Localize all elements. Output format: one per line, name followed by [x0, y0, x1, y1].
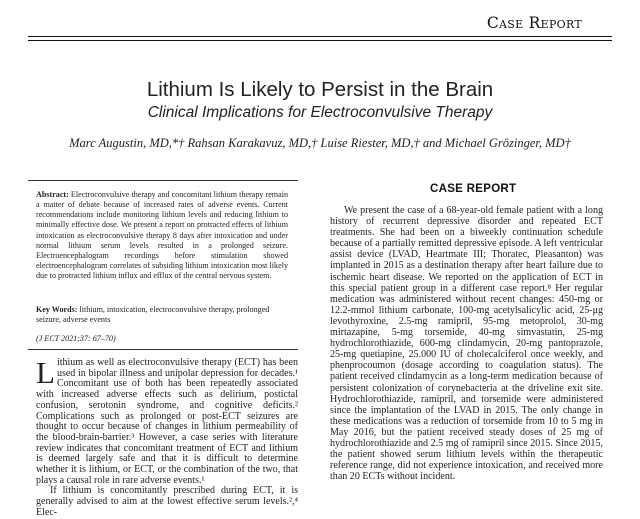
case-report-paragraph: We present the case of a 68-year-old female patient with a long history of recurrent depressive disorder and repeated ECT treatments. She had been on a biweekly continuation schedule because of a partially remitted depressive episode. A left ventricular assist device (LVAD, Heartmate III; Thoratec, Pleasanton) was implanted in 2015 as a destination therapy after heart failure due to ischemic heart disease. We reported on the application of ECT in this special patient group in a different case report.⁸ Her regular medication was administered without recent changes: 450-mg or 12.2-mmol lithium carbonate, 100-mg acetylsalicylic acid, 25-μg levothyroxine, 2.5-mg ramipril, 95-mg metoprolol, 30-mg mirtazapine, 5-mg torsemide, 40-mg simvastatin, 25-mg hydrochlorothiazide, 600-mg clindamycin, 20-mg pantoprazole, 25-mg quetiapine, 25.000 IU of cholecalciferol once weekly, and phenprocoumon (dosage according to coagulation status). The patient received clindamycin as a long-term medication because of persistent colonization of corynebacteria at the driveline exit site. Hydrochlorothiazide, ramipril, and torsemide were administered since the implantation of the LVAD in 2015. The only change in these medications was a reduction of torsemide from 10 to 5 mg in May 2016, but the patient received steady doses of 25 mg of hydrochlorothiazide and 2.5 mg of ramipril since 2015. Since 2015, the patient showed serum lithium levels within the therapeutic reference range, did not experience intoxication, and received more than 20 ECTs without incident. [330, 205, 603, 483]
citation: (J ECT 2021;37: 67–70) [36, 334, 116, 343]
abstract-label: Abstract: [36, 190, 69, 199]
abstract [36, 190, 288, 281]
header-rule-top [28, 36, 612, 37]
section-header: Case Report [486, 14, 582, 32]
author-list: Marc Augustin, MD,*† Rahsan Karakavuz, MD,† Luise Riester, MD,† and Michael Grözinger, MD† [69, 136, 571, 150]
abstract-body: Electroconvulsive therapy and concomitant lithium therapy remain a matter of debate because of increased rates of adverse events. Current recommendations include monitoring lithium levels and reducing lithium to minimally effective dose. We present a report on protracted effects of lithium intoxication as electroconvulsive therapy 8 days after intoxication and under normal lithium serum levels resulted in a prolonged seizure. Electroencephalogram recordings before stimulation showed electroencephalogram correlates of subsiding lithium intoxication most likely due to protracted lithium influx and efflux of the central nervous system. [36, 190, 288, 281]
keywords-list: lithium, intoxication, electroconvulsive therapy, prolonged seizure, adverse events [36, 305, 270, 325]
article-title: Lithium Is Likely to Persist in the Brain [146, 78, 494, 101]
intro-paragraph-2: If lithium is concomitantly prescribed during ECT, it is generally advised to aim at the lowest effective serum levels.²,⁴ Elec- [36, 485, 298, 518]
keywords [36, 305, 288, 325]
introduction [36, 355, 298, 519]
article-subtitle: Clinical Implications for Electroconvulsive Therapy [147, 104, 493, 121]
keywords-label: Key Words: [36, 305, 78, 314]
case-report-body [330, 205, 603, 482]
drop-cap: L [36, 355, 55, 390]
header-rule-bottom [28, 40, 612, 41]
intro-paragraph: ithium as well as electroconvulsive therapy (ECT) has been used in bipolar illness and unipolar depression for decades.¹ Concomitant use of both has been repeatedly associated with increased adverse effects such as delirium, postictal confusion, serotonin syndrome, and cognitive deficits.² Complications such as prolonged or post-ECT seizures are thought to occur because of changes in lithium permeability of the blood-brain-barrier.³ However, a case series with literature review indicates that concomitant treatment of ECT and lithium is deemed largely safe and that it is difficult to determine whether it is lithium, or ECT, or the combination of the two, that plays a causal role in rare adverse events.¹ [36, 357, 298, 486]
case-report-heading: CASE REPORT [430, 183, 517, 195]
